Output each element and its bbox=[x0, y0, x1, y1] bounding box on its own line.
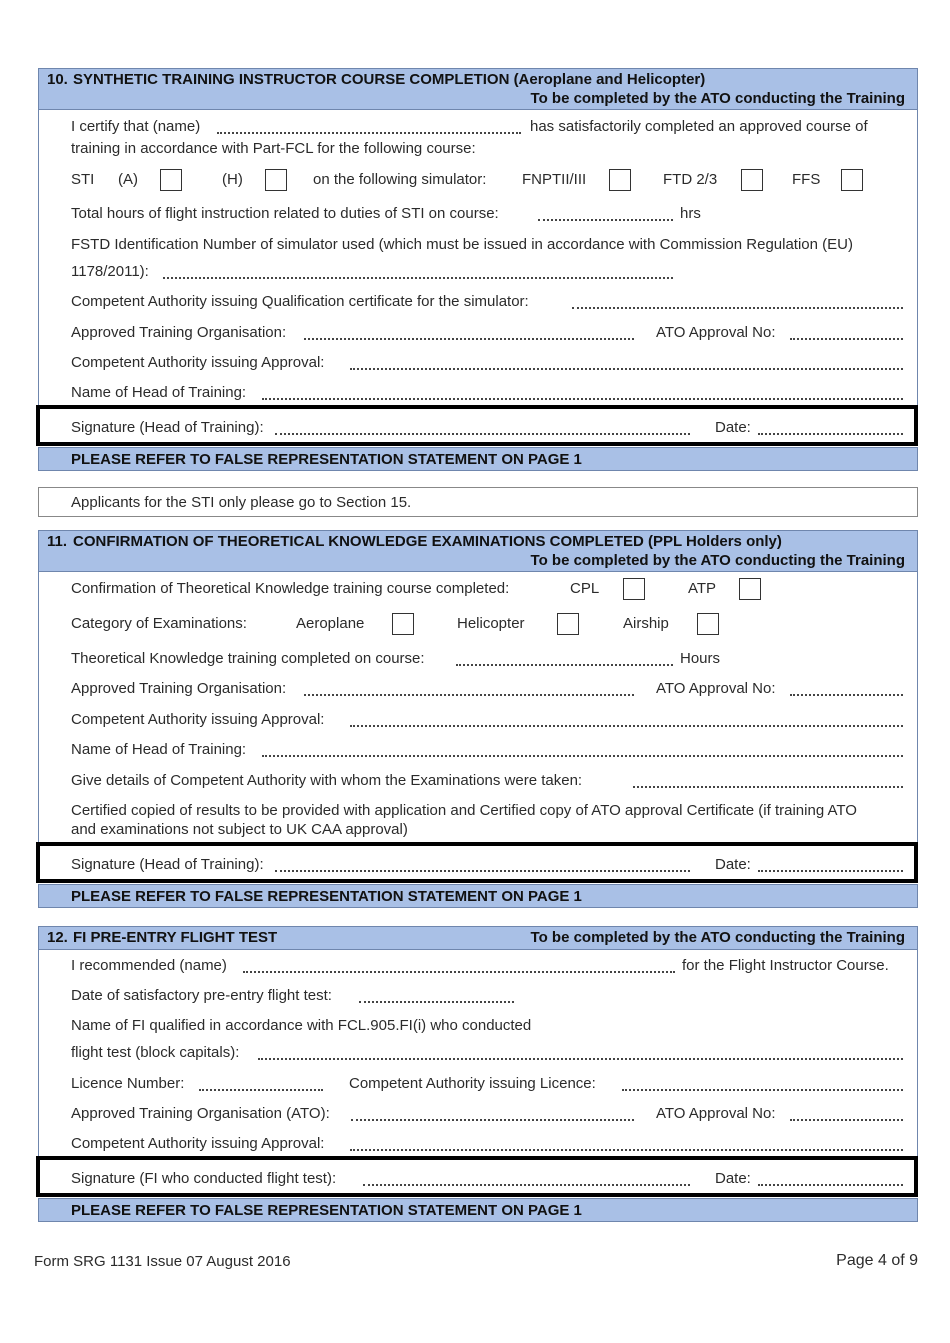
ca-approval-field[interactable] bbox=[350, 1137, 903, 1151]
head-of-training-field[interactable] bbox=[262, 386, 903, 400]
form-reference: Form SRG 1131 Issue 07 August 2016 bbox=[34, 1253, 291, 1270]
certify-label: I certify that (name) bbox=[71, 118, 201, 135]
date-label: Date: bbox=[715, 1170, 751, 1187]
ato-approval-label: ATO Approval No: bbox=[656, 1105, 776, 1122]
date-label: Date: bbox=[715, 419, 751, 436]
tk-hours-field[interactable] bbox=[456, 652, 673, 666]
fstd-label: FSTD Identification Number of simulator used (which must be issued in accordance with Commission Regulation (EU) bbox=[71, 236, 853, 253]
licence-number-label: Licence Number: bbox=[71, 1075, 185, 1092]
signature-field[interactable] bbox=[275, 421, 690, 435]
certified-text: Certified copied of results to be provided with application and Certified copy of ATO approval Certificate (if training ATO bbox=[71, 802, 857, 819]
fstd-label-2: 1178/2011): bbox=[71, 263, 149, 280]
signature-field[interactable] bbox=[363, 1172, 690, 1186]
ato-label: Approved Training Organisation (ATO): bbox=[71, 1105, 330, 1122]
fi-name-field[interactable] bbox=[258, 1046, 903, 1060]
sti-h-label: (H) bbox=[222, 171, 243, 188]
ato-label: Approved Training Organisation: bbox=[71, 680, 287, 697]
section-subtitle: To be completed by the ATO conducting the Training bbox=[530, 90, 905, 107]
certified-text-2: and examinations not subject to UK CAA approval) bbox=[71, 821, 408, 838]
fi-name-label: Name of FI qualified in accordance with FCL.905.FI(i) who conducted bbox=[71, 1017, 532, 1034]
date-field[interactable] bbox=[758, 858, 903, 872]
sti-h-checkbox[interactable] bbox=[265, 169, 287, 191]
ato-approval-field[interactable] bbox=[790, 326, 903, 340]
ftd-checkbox[interactable] bbox=[741, 169, 763, 191]
signature-label: Signature (Head of Training): bbox=[71, 419, 264, 436]
date-field[interactable] bbox=[758, 1172, 903, 1186]
licence-number-field[interactable] bbox=[199, 1077, 323, 1091]
total-hours-field[interactable] bbox=[538, 207, 673, 221]
head-of-training-label: Name of Head of Training: bbox=[71, 741, 247, 758]
section-number: 10. bbox=[47, 71, 68, 88]
section-subtitle: To be completed by the ATO conducting the Training bbox=[530, 929, 905, 946]
fnpt-checkbox[interactable] bbox=[609, 169, 631, 191]
ca-approval-field[interactable] bbox=[350, 713, 903, 727]
certify-text: has satisfactorily completed an approved course of bbox=[530, 118, 868, 135]
recommend-name-field[interactable] bbox=[243, 959, 675, 973]
hours-label: Hours bbox=[680, 650, 721, 667]
false-representation-banner bbox=[38, 884, 918, 908]
ca-qualification-label: Competent Authority issuing Qualification certificate for the simulator: bbox=[71, 293, 529, 310]
simulator-label: on the following simulator: bbox=[313, 171, 487, 188]
fnpt-label: FNPTII/III bbox=[522, 171, 587, 188]
page-number: Page 4 of 9 bbox=[836, 1252, 918, 1269]
hrs-label: hrs bbox=[680, 205, 701, 222]
ato-approval-label: ATO Approval No: bbox=[656, 324, 776, 341]
recommend-label: I recommended (name) bbox=[71, 957, 227, 974]
recommend-text: for the Flight Instructor Course. bbox=[682, 957, 889, 974]
section-title: SYNTHETIC TRAINING INSTRUCTOR COURSE COMPLETION (Aeroplane and Helicopter) bbox=[73, 71, 706, 88]
warning-text: PLEASE REFER TO FALSE REPRESENTATION STATEMENT ON PAGE 1 bbox=[71, 451, 582, 468]
ca-approval-label: Competent Authority issuing Approval: bbox=[71, 711, 325, 728]
ca-licence-label: Competent Authority issuing Licence: bbox=[349, 1075, 596, 1092]
signature-label: Signature (Head of Training): bbox=[71, 856, 264, 873]
sti-label: STI bbox=[71, 171, 95, 188]
head-of-training-label: Name of Head of Training: bbox=[71, 384, 247, 401]
head-of-training-field[interactable] bbox=[262, 743, 903, 757]
ato-approval-field[interactable] bbox=[790, 1107, 903, 1121]
tk-confirm-label: Confirmation of Theoretical Knowledge training course completed: bbox=[71, 580, 510, 597]
date-label: Date: bbox=[715, 856, 751, 873]
warning-text: PLEASE REFER TO FALSE REPRESENTATION STATEMENT ON PAGE 1 bbox=[71, 888, 582, 905]
section-12-header bbox=[38, 926, 918, 950]
ca-exams-field[interactable] bbox=[633, 774, 903, 788]
sti-a-checkbox[interactable] bbox=[160, 169, 182, 191]
flight-test-date-label: Date of satisfactory pre-entry flight test: bbox=[71, 987, 332, 1004]
ffs-checkbox[interactable] bbox=[841, 169, 863, 191]
signature-label: Signature (FI who conducted flight test): bbox=[71, 1170, 337, 1187]
aeroplane-checkbox[interactable] bbox=[392, 613, 414, 635]
helicopter-checkbox[interactable] bbox=[557, 613, 579, 635]
section-subtitle: To be completed by the ATO conducting the Training bbox=[530, 552, 905, 569]
name-field[interactable] bbox=[217, 120, 521, 134]
flight-test-date-field[interactable] bbox=[359, 989, 514, 1003]
total-hours-label: Total hours of flight instruction related to duties of STI on course: bbox=[71, 205, 499, 222]
ca-qualification-field[interactable] bbox=[572, 295, 903, 309]
ca-approval-label: Competent Authority issuing Approval: bbox=[71, 354, 325, 371]
sti-a-label: (A) bbox=[118, 171, 138, 188]
aeroplane-label: Aeroplane bbox=[296, 615, 365, 632]
cpl-checkbox[interactable] bbox=[623, 578, 645, 600]
sti-note: Applicants for the STI only please go to Section 15. bbox=[71, 494, 412, 511]
signature-field[interactable] bbox=[275, 858, 690, 872]
tk-hours-label: Theoretical Knowledge training completed on course: bbox=[71, 650, 425, 667]
ffs-label: FFS bbox=[792, 171, 821, 188]
atp-checkbox[interactable] bbox=[739, 578, 761, 600]
section-number: 11. bbox=[47, 533, 68, 550]
airship-label: Airship bbox=[623, 615, 669, 632]
ato-approval-label: ATO Approval No: bbox=[656, 680, 776, 697]
atp-label: ATP bbox=[688, 580, 717, 597]
section-10-header bbox=[38, 68, 918, 110]
helicopter-label: Helicopter bbox=[457, 615, 525, 632]
section-title: CONFIRMATION OF THEORETICAL KNOWLEDGE EXAMINATIONS COMPLETED (PPL Holders only) bbox=[73, 533, 782, 550]
ftd-label: FTD 2/3 bbox=[663, 171, 718, 188]
ca-licence-field[interactable] bbox=[622, 1077, 903, 1091]
false-representation-banner bbox=[38, 1198, 918, 1222]
ca-approval-field[interactable] bbox=[350, 356, 903, 370]
ato-field[interactable] bbox=[304, 682, 634, 696]
ca-exams-label: Give details of Competent Authority with whom the Examinations were taken: bbox=[71, 772, 583, 789]
warning-text: PLEASE REFER TO FALSE REPRESENTATION STATEMENT ON PAGE 1 bbox=[71, 1202, 582, 1219]
date-field[interactable] bbox=[758, 421, 903, 435]
section-title: FI PRE-ENTRY FLIGHT TEST bbox=[73, 929, 278, 946]
cpl-label: CPL bbox=[570, 580, 600, 597]
section-11-header bbox=[38, 530, 918, 572]
section-number: 12. bbox=[47, 929, 68, 946]
ca-approval-label: Competent Authority issuing Approval: bbox=[71, 1135, 325, 1152]
airship-checkbox[interactable] bbox=[697, 613, 719, 635]
certify-text-2: training in accordance with Part-FCL for the following course: bbox=[71, 140, 476, 157]
fi-name-label-2: flight test (block capitals): bbox=[71, 1044, 240, 1061]
false-representation-banner bbox=[38, 447, 918, 471]
ato-label: Approved Training Organisation: bbox=[71, 324, 287, 341]
ato-approval-field[interactable] bbox=[790, 682, 903, 696]
fstd-field[interactable] bbox=[163, 265, 673, 279]
ato-field[interactable] bbox=[351, 1107, 634, 1121]
ato-field[interactable] bbox=[304, 326, 634, 340]
category-label: Category of Examinations: bbox=[71, 615, 247, 632]
